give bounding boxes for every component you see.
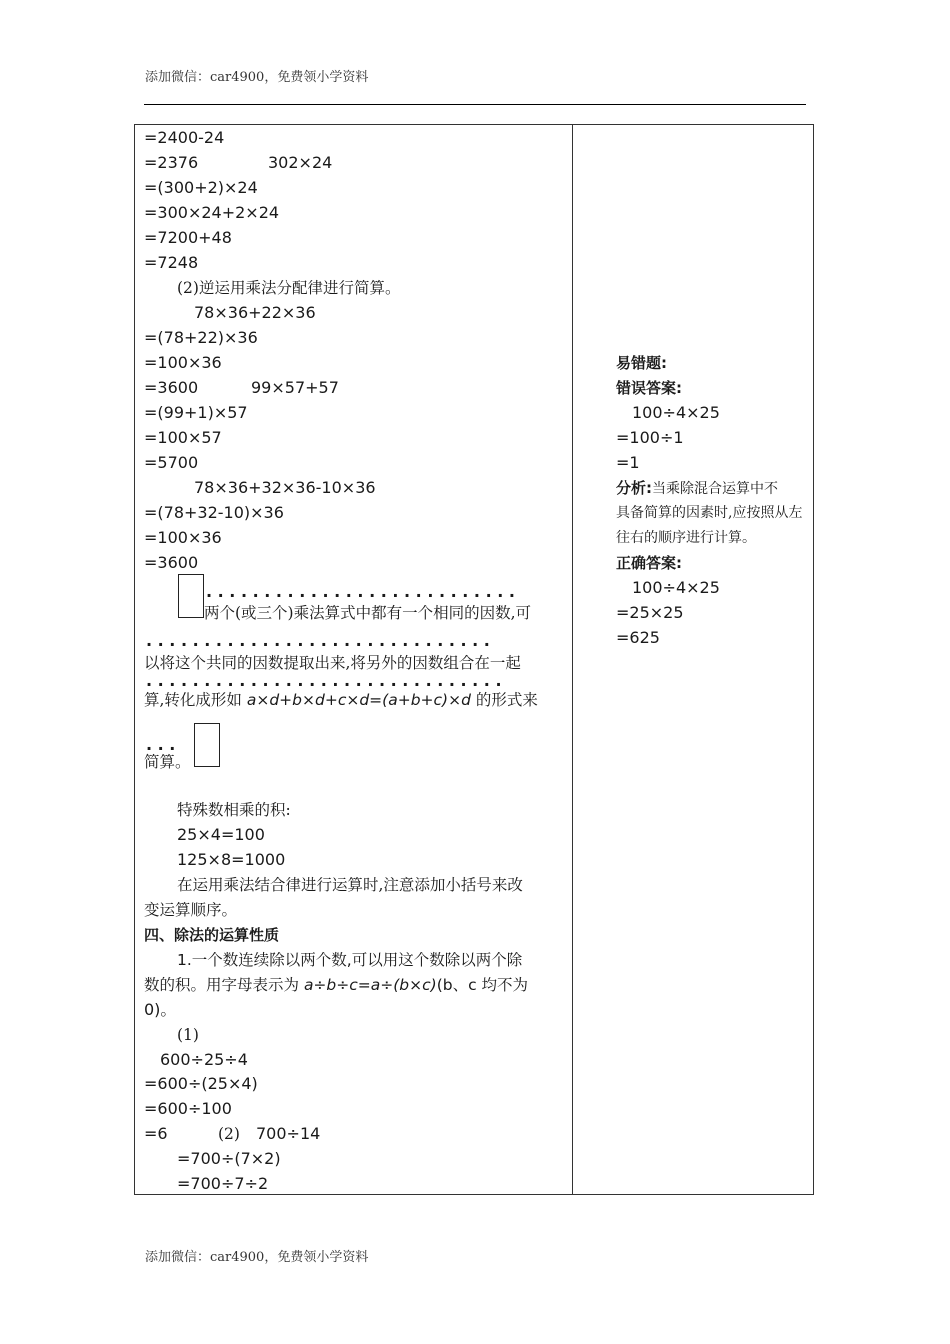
calc-line: =100×36 (144, 528, 222, 547)
page-header: 添加微信：car4900，免费领小学资料 (145, 70, 369, 85)
calc-line: =7248 (144, 253, 199, 272)
calc-line: =(78+22)×36 (144, 328, 258, 347)
calc-line: 600÷25÷4 (160, 1050, 248, 1069)
analysis-text: 分析:当乘除混合运算中不 (616, 479, 778, 497)
special-title: 特殊数相乘的积: (177, 801, 291, 819)
emphasis-dots: . . . . . . . . . . . . . . . . . . . . . . . . . . . (206, 582, 515, 601)
calc-line: =3600 (144, 378, 199, 397)
mistake-title: 易错题: (616, 354, 667, 372)
calc-line: =6 (144, 1124, 168, 1143)
calc-line: =100×57 (144, 428, 222, 447)
rule-text: 0)。 (144, 1000, 177, 1019)
column-divider (572, 124, 573, 1195)
calc-line: =1 (616, 453, 640, 472)
calc-line: =300×24+2×24 (144, 203, 280, 222)
analysis-text: 往右的顺序进行计算。 (616, 530, 756, 546)
calc-line: 78×36+22×36 (194, 303, 316, 322)
calc-line: 99×57+57 (251, 378, 339, 397)
calc-line: 302×24 (268, 153, 333, 172)
calc-line: 25×4=100 (177, 825, 265, 844)
calc-line: =625 (616, 628, 660, 647)
calc-line: 100÷4×25 (632, 578, 720, 597)
example-label: (2) (218, 1125, 240, 1143)
calc-line: 700÷14 (256, 1124, 321, 1143)
calc-line: =100÷1 (616, 428, 684, 447)
section-heading: 四、除法的运算性质 (144, 926, 280, 944)
calc-line: =(99+1)×57 (144, 403, 248, 422)
calc-line: =700÷(7×2) (177, 1149, 281, 1168)
note-text: 在运用乘法结合律进行运算时,注意添加小括号来改 (177, 876, 523, 894)
analysis-text: 具备简算的因素时,应按照从左 (616, 505, 803, 521)
calc-line: =600÷100 (144, 1099, 232, 1118)
calc-line: =2400-24 (144, 128, 225, 147)
emphasis-dots: . . . . . . . . . . . . . . . . . . . . . . . . . . . . . . . (146, 671, 502, 690)
calc-line: =5700 (144, 453, 199, 472)
calc-line: =600÷(25×4) (144, 1074, 258, 1093)
calc-line: 125×8=1000 (177, 850, 286, 869)
page-footer: 添加微信：car4900，免费领小学资料 (145, 1250, 369, 1265)
blank-box (178, 574, 204, 618)
calc-line: =100×36 (144, 353, 222, 372)
rule-text: 以将这个共同的因数提取出来,将另外的因数组合在一起 (144, 654, 521, 672)
header-rule (144, 104, 806, 105)
rule-text: 数的积。用字母表示为 a÷b÷c=a÷(b×c)(b、c 均不为 (144, 976, 529, 994)
calc-line: 100÷4×25 (632, 403, 720, 422)
calc-line: =(78+32-10)×36 (144, 503, 284, 522)
wrong-answer-label: 错误答案: (616, 379, 682, 397)
calc-line: =3600 (144, 553, 199, 572)
calc-line: =25×25 (616, 603, 684, 622)
calc-line: =7200+48 (144, 228, 232, 247)
correct-answer-label: 正确答案: (616, 554, 682, 572)
blank-box (194, 723, 220, 767)
calc-line: =700÷7÷2 (177, 1174, 269, 1193)
formula: a÷b÷c=a÷(b×c) (303, 976, 437, 994)
rule-text: 简算。 (144, 753, 191, 771)
rule-text: 1.一个数连续除以两个数,可以用这个数除以两个除 (177, 951, 523, 969)
rule-text: 两个(或三个)乘法算式中都有一个相同的因数,可 (204, 604, 532, 622)
rule-text: 算,转化成形如 a×d+b×d+c×d=(a+b+c)×d 的形式来 (144, 691, 538, 709)
calc-line: =2376 (144, 153, 199, 172)
note-text: 变运算顺序。 (144, 901, 238, 919)
calc-line: 78×36+32×36-10×36 (194, 478, 376, 497)
subheading: (2)逆运用乘法分配律进行简算。 (177, 279, 401, 297)
example-label: (1) (177, 1026, 199, 1044)
emphasis-dots: . . . . . . . . . . . . . . . . . . . . . . . . . . . . . . (146, 631, 490, 650)
formula: a×d+b×d+c×d=(a+b+c)×d (246, 691, 471, 709)
calc-line: =(300+2)×24 (144, 178, 258, 197)
emphasis-dots: . . . (146, 735, 176, 754)
